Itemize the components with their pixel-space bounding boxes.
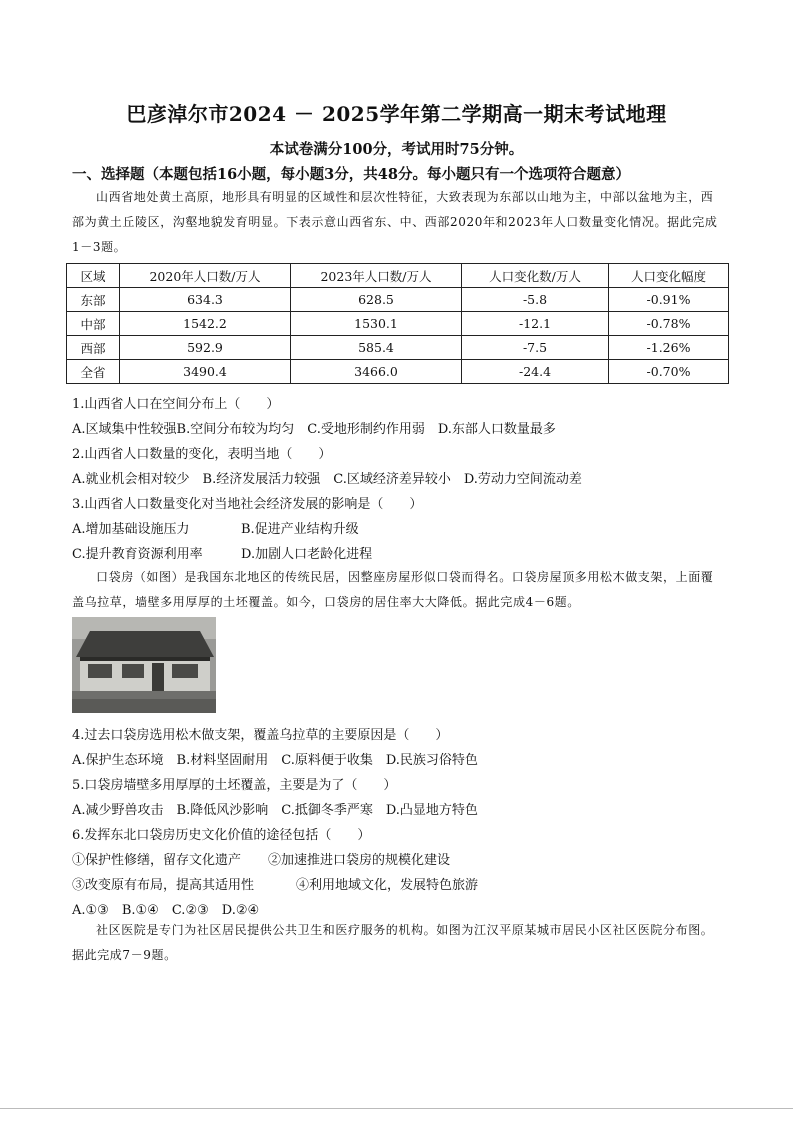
table-cell: -7.5	[462, 336, 609, 360]
question-1-stem: 1.山西省人口在空间分布上（ ）	[72, 397, 280, 412]
question-6-stem: 6.发挥东北口袋房历史文化价值的途径包括（ ）	[72, 828, 371, 843]
question-3-option-c: C.提升教育资源利用率	[72, 547, 203, 562]
table-header-cell: 区域	[67, 264, 120, 288]
table-cell: 1530.1	[291, 312, 462, 336]
section-heading: 一、选择题（本题包括16小题，每小题3分，共48分。每小题只有一个选项符合题意）	[72, 166, 630, 183]
table-row	[67, 336, 729, 360]
population-table	[66, 263, 729, 384]
question-4-stem: 4.过去口袋房选用松木做支架，覆盖乌拉草的主要原因是（ ）	[72, 728, 449, 743]
question-6-item-4: ④利用地域文化，发展特色旅游	[296, 878, 479, 893]
table-cell: -0.78%	[609, 312, 729, 336]
question-3-stem: 3.山西省人口数量变化对当地社会经济发展的影响是（ ）	[72, 497, 423, 512]
passage-shanxi: 山西省地处黄土高原，地形具有明显的区域性和层次性特征，大致表现为东部以山地为主，中部以盆地为主，西部为黄土丘陵区，沟壑地貌发育明显。下表示意山西省东、中、西部2020年和2023年人口数量变化情况。据此完成1－3题。	[72, 190, 718, 254]
question-3-option-d: D.加剧人口老龄化进程	[241, 547, 373, 562]
table-header-cell: 2020年人口数/万人	[120, 264, 291, 288]
question-3-option-a: A.增加基础设施压力	[72, 522, 190, 537]
question-6-item-3: ③改变原有布局，提高其适用性	[72, 878, 255, 893]
table-cell: 西部	[67, 336, 120, 360]
page-title: 巴彦淖尔市2024 － 2025学年第二学期高一期末考试地理	[126, 102, 667, 126]
table-cell: -0.70%	[609, 360, 729, 384]
table-cell: 东部	[67, 288, 120, 312]
table-header-cell: 人口变化数/万人	[462, 264, 609, 288]
question-6-options: A.①③ B.①④ C.②③ D.②④	[72, 903, 260, 918]
table-cell: 634.3	[120, 288, 291, 312]
table-header-cell: 2023年人口数/万人	[291, 264, 462, 288]
table-cell: 3466.0	[291, 360, 462, 384]
koudai-house-photo	[72, 617, 216, 713]
table-cell: 592.9	[120, 336, 291, 360]
question-2-options: A.就业机会相对较少 B.经济发展活力较强 C.区域经济差异较小 D.劳动力空间流动差	[72, 472, 582, 487]
table-cell: 628.5	[291, 288, 462, 312]
table-header-cell: 人口变化幅度	[609, 264, 729, 288]
page-bottom-rule	[0, 1108, 793, 1109]
table-cell: 585.4	[291, 336, 462, 360]
table-cell: -12.1	[462, 312, 609, 336]
question-3-option-b: B.促进产业结构升级	[241, 522, 359, 537]
question-6-item-1: ①保护性修缮，留存文化遗产	[72, 853, 242, 868]
table-cell: 3490.4	[120, 360, 291, 384]
koudai-house-image	[72, 617, 216, 713]
question-4-options: A.保护生态环境 B.材料坚固耐用 C.原料便于收集 D.民族习俗特色	[72, 753, 478, 768]
table-cell: -24.4	[462, 360, 609, 384]
table-cell: 1542.2	[120, 312, 291, 336]
table-cell: -0.91%	[609, 288, 729, 312]
table-cell: -5.8	[462, 288, 609, 312]
question-1-options: A.区域集中性较强B.空间分布较为均匀 C.受地形制约作用弱 D.东部人口数量最多	[72, 422, 556, 437]
table-header-row	[67, 264, 729, 288]
table-row	[67, 312, 729, 336]
question-5-options: A.减少野兽攻击 B.降低风沙影响 C.抵御冬季严寒 D.凸显地方特色	[72, 803, 478, 818]
table-row	[67, 288, 729, 312]
passage-community-hospital: 社区医院是专门为社区居民提供公共卫生和医疗服务的机构。如图为江汉平原某城市居民小区社区医院分布图。据此完成7－9题。	[72, 923, 714, 962]
table-cell: -1.26%	[609, 336, 729, 360]
question-6-item-2: ②加速推进口袋房的规模化建设	[268, 853, 451, 868]
exam-instructions: 本试卷满分100分，考试用时75分钟。	[269, 141, 524, 158]
question-5-stem: 5.口袋房墙壁多用厚厚的土坯覆盖，主要是为了（ ）	[72, 778, 397, 793]
question-2-stem: 2.山西省人口数量的变化，表明当地（ ）	[72, 447, 332, 462]
table-cell: 中部	[67, 312, 120, 336]
table-row	[67, 360, 729, 384]
passage-koudai-house: 口袋房（如图）是我国东北地区的传统民居，因整座房屋形似口袋而得名。口袋房屋顶多用松木做支架，上面覆盖乌拉草，墙壁多用厚厚的土坯覆盖。如今，口袋房的居住率大大降低。据此完成4－6题。	[72, 570, 714, 609]
table-cell: 全省	[67, 360, 120, 384]
